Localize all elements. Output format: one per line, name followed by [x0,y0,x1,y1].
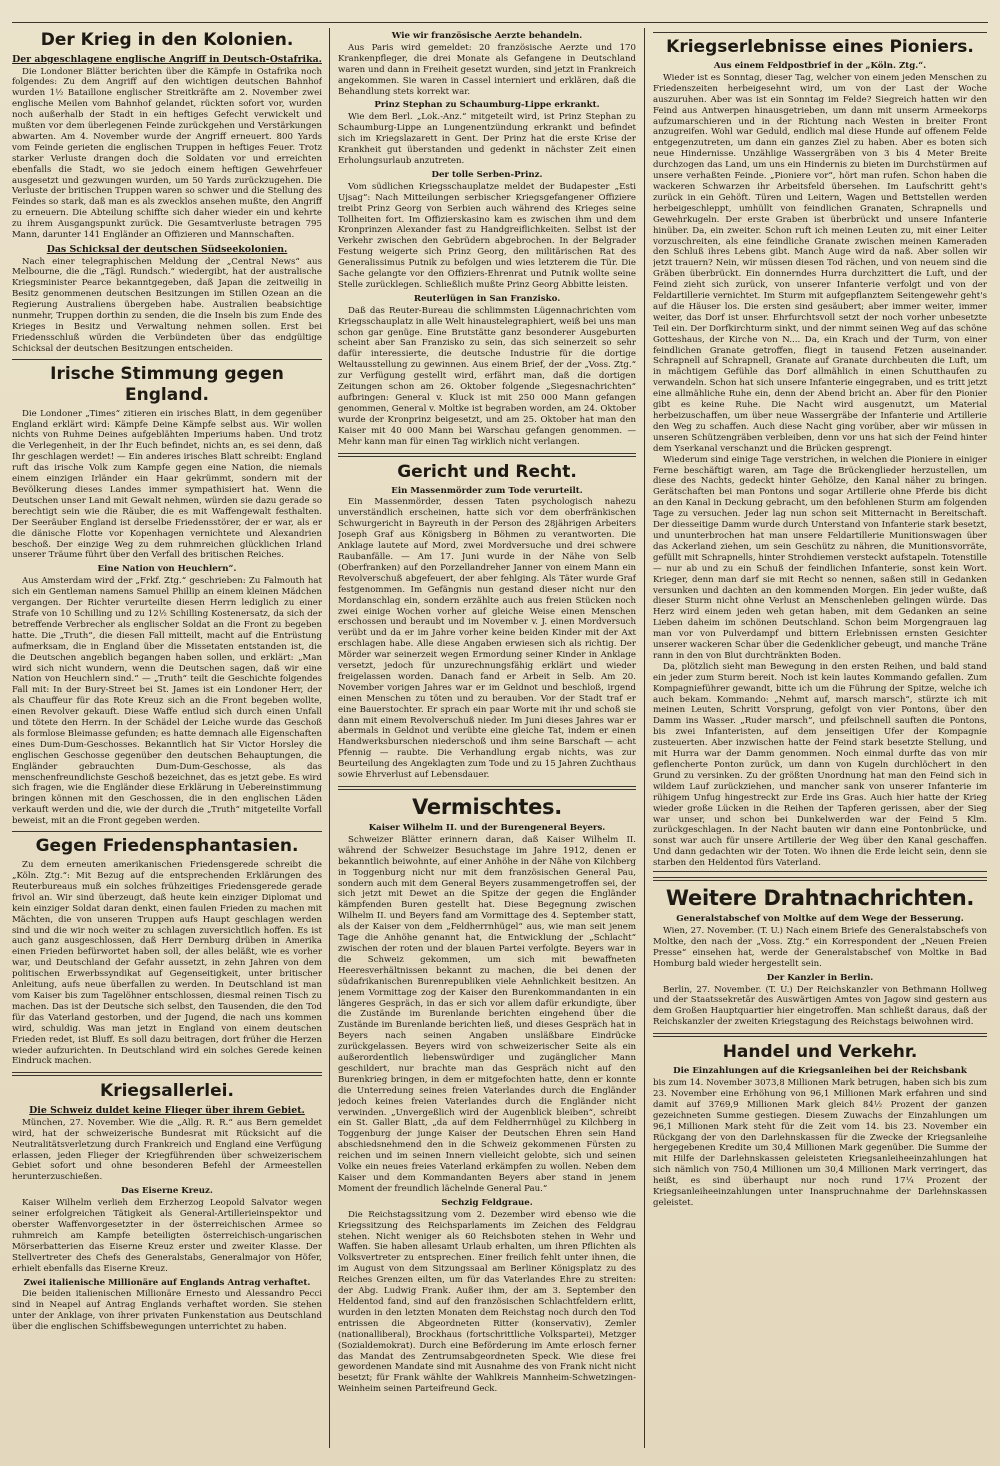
subhead-massenmoerder: Ein Massenmörder zum Tode verurteilt. [391,485,583,496]
subhead-schweiz-flieger: Die Schweiz duldet keine Flieger über ihrem Gebiet. [29,1105,305,1117]
top-rule [12,22,988,23]
article-krieg-kolonien [12,30,322,355]
headline-handel: Handel und Verkehr. [722,1042,918,1063]
headline-krieg-kolonien: Der Krieg in den Kolonien. [40,30,294,50]
subhead-burengeneral: Kaiser Wilhelm II. und der Burengeneral Beyers. [368,823,606,833]
headline-drahtnachrichten: Weitere Drahtnachrichten. [665,886,975,911]
article-aerzte [338,31,636,448]
paragraph: Die Londoner Blätter berichten über die Kämpfe in Ostafrika noch folgendes: Zu dem Angriff auf den wichtigen deutschen Bahnhof wurden 1½ Bataillone englischer Streitkräfte am 2. November zwei englische Meilen vom Bahnhof gelandet, rückten sofort vor, wurden noch außerhalb der Stadt in ein heftiges Gefecht verwickelt und mußten vor dem überlegenen Feinde zurückgehen und Verstärkungen abwarten. Am 4. November wurde der Angriff erneuert. 800 Yards vom Feinde gerieten die englischen Truppen in heftiges Feuer. Trotz starker Verluste drangen doch die Soldaten vor und erreichten ebenfalls die Stadt, wo sie jedoch einem heftigen Gewehrfeuer ausgesetzt und gezwungen wurden, um 50 Yards zurückzugehen. Die Verluste der britischen Truppen waren so schwer und die Stellung des Feindes so stark, daß man es als zwecklos ansehen mußte, den Angriff zu erneuern. Die Abteilung schiffte sich daher wieder ein und kehrte zu ihrem Ausgangspunkt zurück. Die Gesamtverluste betragen 795 Mann, darunter 141 Engländer an Offizieren und Mannschaften. [12,66,322,241]
subhead-kanzler: Der Kanzler in Berlin. [766,972,874,983]
headline-vermischtes: Vermischtes. [412,795,562,819]
column-2 [338,28,636,1448]
article-gericht [338,462,636,781]
divider [338,453,636,457]
subhead-prinz-stephan: Prinz Stephan zu Schaumburg-Lippe erkrankt. [374,100,600,111]
divider [12,1072,322,1076]
subhead-reuterluegen: Reuterlügen in San Franzisko. [413,293,561,304]
column-3 [653,28,987,1448]
divider [338,786,636,790]
subhead-millionaere: Zwei italienische Millionäre auf Englands Antrag verhaftet. [23,1277,311,1288]
article-kriegsallerlei [12,1081,322,1333]
divider [653,877,987,881]
paragraph: Schweizer Blätter erinnern daran, daß Kaiser Wilhelm II. während der Schweizer Besuchstage im Jahre 1912, denen er bekanntlich beiwohnte, auf einer Anhöhe in der Nähe von Kilchberg in Toggenburg nicht nur mit dem französischen General Pau, sondern auch mit dem General Beyers zusammengetroffen sei, der sich jetzt mit Dewet an die Spitze der gegen die Engländer kämpfenden Buren gestellt hat. Diese Begegnung zwischen Wilhelm II. und Beyers fand am Vormittage des 4. September statt, als der Kaiser von dem „Feldherrnhügel“ aus, wie man seit jenem Tage die Anhöhe genannt hat, die Entwicklung der „Schlacht“ zwischen der roten und der blauen Partei verfolgte. Beyers war in die Schweiz gekommen, um sich mit bewaffneten Heeresverhältnissen bekannt zu machen, die bei denen der südafrikanischen Burenrepubliken viele Aehnlichkeit besitzen. An jenem Vormittage zog der Kaiser den Burenkommandanten in ein längeres Gespräch, in das er sich vor allem dafür erkundigte, über die Zustände im Burenlande berichten eingehend über die Zustände im Burenlande berichten ließ, und dieses Gespräch hat in Beyers nach seinen Angaben unsläßbare Eindrücke zurückgelassen. Beyers wird von schweizerischer Seite als ein außerordentlich liebenswürdiger und zugänglicher Mann geschildert, nur brachte man das Gespräch nicht auf den Burenkrieg bringen, in dem er mitgefochten hatte, denn er konnte die Unterredung seines freien Vaterlandes durch die Engländer jedoch keines freien Vaterlandes durch die Engländer nicht verwinden. „Unvergeßlich wird der Augenblick bleiben“, schreibt ein St. Galler Blatt, „da auf dem Feldherrnhügel zu Kilchberg in Toggenburg der junge Kaiser der Deutschen Ehren sein Hand abschiedsnehmend den in die Schweiz gekommenen Fürsten zu reichen und im seinen Innern vielleicht gelobte, sich und seinen Volke ein neues freies Vaterland erkämpfen zu wollen. Neben dem Kaiser und dem Kommandanten Beyers aber stand in jenem Moment der freundlich lächelnde General Pau.“ [338,834,636,1194]
subhead-moltke: Generalstabschef von Moltke auf dem Wege der Besserung. [676,914,964,925]
subhead-heuchler: Eine Nation von Heuchlern“. [97,564,237,575]
column-1 [12,28,322,1448]
article-drahtnachrichten [653,886,987,1028]
article-pionier [653,32,987,872]
subhead-feldpostbrief: Aus einem Feldpostbrief in der „Köln. Ztg.“. [713,61,927,71]
divider [653,1033,987,1037]
paragraph: Da, plötzlich sieht man Bewegung in den ersten Reihen, und bald stand ein jeder zum Sturm bereit. Noch ist kein lautes Kommando gefallen. Zum Kompagnieführer gewandt, bitte ich um die Führung der Spitze, welche ich auch bekam. Kommando: „Nehmt auf, marsch marsch“, stürzte ich mit meinen Leuten, Schritt Vorsprung, gefolgt von vier Pontons, über den Damm ins Wasser. „Ruder marsch“, und pfeilschnell sauften die Pontons, bis zwei Infanteristen, auf dem jenseitigen Ufer der Kompagnie zusteuerten. Aber inzwischen hatte der Feind stark besetzte Stellung, und mit Hurra war der Damm genommen. Noch einmal durfte das von mir geflencherte Ponton zurück, um dann von Kugeln durchlöchert in den Grund zu versinken. Zu der größten Unordnung hat man den Feind sich in wildem Lauf zurückziehen, und mancher sank von unserer Infanterie im rühigem Unfug hingestreckt zur Erde ins Gras. Auch hier hatte der Krieg wieder große Lücken in die Reihen der Tapferen gerissen, aber der Sieg war unser, und schon bei Dunkelwerden war der Feind 5 Klm. zurückgeschlagen. In der Nacht bauten wir dann eine Pontonbrücke, und sonst war auch für unsere Artillerie der Weg über den Kanal geschaffen. Und dann gedachten wir der Toten. Wo ihnen die Erde leicht sein, denn sie starben den Heldentod fürs Vaterland. [653,661,987,869]
subhead-eiserne-kreuz: Das Eiserne Kreuz. [121,1186,213,1197]
paragraph: Ein Massenmörder, dessen Taten psychologisch nahezu unverständlich erscheinen, hatte sich vor dem oberfränkischen Schwurgericht in Bayreuth in der Person des 28jährigen Arbeiters Joseph Graf aus Königsberg in Böhmen zu verantworten. Die Anklage lautete auf Mord, zwei Mordversuche und drei schwere Raubanfälle. — Am 17. Juni wurde in der Nähe von Selb (Oberfranken) auf den Porzellandreher Janner von einem Mann ein Revolverschuß abgefeuert, der aber fehlging. Als Täter wurde Graf festgenommen. Im Gefängnis nun gestand dieser nicht nur den Mordanschlag ein, sondern erzählte auch aus freien Stücken noch zwei einige Wochen vorher auf gleiche Weise einen Menschen erschossen und beraubt und im November v. J. einen Mordversuch verübt und da er im Jahre vorher keine beiden Kinder mit der Axt erschlagen habe. Alle diese Angaben erwiesen sich als richtig. Der Mörder war seinerzeit wegen Ermordung seiner Kinder in Anklage versetzt, jedoch für unzurechnungsfähig erklärt und wieder freigelassen worden. Danach fand er Arbeit in Selb. Am 20. November vorigen Jahres war er im Geldnot und beschloß, irgend einen Menschen zu töten und zu berauben. Vor der Stadt traf er eine Bauerstochter. Er sprach ein paar Worte mit ihr und schoß sie dann mit einem Revolverschuß nieder. Im Juni dieses Jahres war er abermals in Geldnot und verübte eine gleiche Tat, indem er einen Handwerksburschen niederschoß und ihm seine Barschaft — acht Pfennig — raubte. Die Verhandlung ergab nichts, was zur Beurteilung des Angeklagten zum Tode und zu 15 Jahren Zuchthaus sowie Ehrverlust auf Lebensdauer. [338,497,636,781]
paragraph: Wiederum sind einige Tage verstrichen, in welchen die Pioniere in einiger Ferne beschäftigt waren, am Tage die Brückenglieder herzustellen, um diese des Nachts, gedeckt hinter Gehölze, den Kanal näher zu bringen. Gerätschaften bei man Pontons und sogar Artillerie ohne Pferde bis dicht an den Kanal in Deckung gebracht, um den befohlenen Sturm am folgenden Tage zu versuchen. Jeder lag nun schon seit Mitternacht in Bereitschaft. Der diesseitige Damm wurde durch Unterstand von Infanterie stark besetzt, und ununterbrochen hat man unsere Feldartillerie Munitionswagen über das Ackerland ziehen, um sein Geschütz zu nähren, die Munitionsvorräte, gefüllt mit Schrapnells, hinter Strohdiemen versteckt aufstapeln. Totenstille — nur ab und zu ein Schuß der feindlichen Infanterie, sonst kein Wort. Krieger, denn man darf sie mit Recht so nennen, saßen still in Gedanken versunken und dachten an den kommenden Morgen. Ein jeder wußte, daß dieser Sturm nicht ohne Verlust an Menschenleben gelingen würde. Das Herz wird einem jeden weh getan haben, mit dem Gedanken an seine Lieben daheim im schönen Deutschland. Schon beim Morgengrauen lag man vor von Pulverdampf und bittern Erlebnissen ernsten Gesichter unserer wackeren Schar über die Gedenklicher gebeugt, und manche Träne rann in den von Blut durchtränkten Boden. [653,454,987,661]
divider [12,831,322,832]
column-rule-1 [329,28,330,1448]
headline-irische-stimmung: Irische Stimmung gegen England. [50,363,284,405]
paragraph: Aus Amsterdam wird der „Frkf. Ztg.“ geschrieben: Zu Falmouth hat sich ein Gentleman namens Samuel Phillip an einem kleinen Mädchen vergangen. Der Richter verurteilte diesen Herrn lediglich zu einer Strafe von 10 Schilling und zu 12½ Schilling Kostenersatz, da sich der betreffende Verbrecher als englischer Soldat an die Front zu begeben hatte. Die „Truth“, die diesen Fall mitteilt, macht auf die Entrüstung aufmerksam, die in England über die Missetaten entstanden ist, die die Deutschen angeblich begangen haben sollen, und erklärt: „Man wird sich nicht wundern, wenn die Deutschen sagen, daß wir eine Nation von Heuchlern sind.“ — „Truth“ teilt die Geschichte folgendes Fall mit: In der Bury-Street bei St. James ist ein Londoner Herr, der als Chauffeur für das Rote Kreuz sich an die Front begeben wollte, einen Revolver gekauft. Diese Waffe entlud sich durch einen Unfall und tötete den Herrn. In der Schädel der Leiche wurde das Geschoß als formlose Bleimasse gefunden; es hatte demnach alle Eigenschaften eines Dum-Dum-Geschosses. Bekanntlich hat Sir Victor Horsley die englischen Geschosse gegenüber den deutschen Behauptungen, die Engländer gebrauchten Dum-Dum-Geschosse, als das menschenfreundlichste Geschoß bezeichnet, das es jetzt gebe. Es wird sich fragen, wie die Engländer diese Erklärung in Uebereinstimmung bringen können mit den Geschossen, die in den englischen Läden verkauft werden und die, wie der durch die „Truth“ mitgeteilte Vorfall beweist, mit an die Front gegeben werden. [12,576,322,827]
divider [12,359,322,360]
paragraph: Die Londoner „Times“ zitieren ein irisches Blatt, in dem gegenüber England erklärt wird: Kämpfe Deine Kämpfe selbst aus. Wir wollen nichts von Ruhme Deines aufgeblähten Imperiums haben. Und trotz die Verlegenheit, in der Ihr Euch befindet, nichts an, es sei denn, daß Ihr geschlagen werdet! — Ein anderes irisches Blatt schreibt: England ruft das irische Volk zum Kampfe gegen eine Nation, die niemals einem einzigen Irländer ein Haar gekrümmt, sondern mit der Bevölkerung dieses Landes immer sympathisiert hat. Wenn die Deutschen unser Land mit Gewalt nehmen, würden sie dazu gerade so berechtigt sein wie die Räuber, die es mit Waffengewalt festhalten. Der Seeräuber England ist derselbe Friedensstörer, der er war, als er die dänische Flotte vor Kopenhagen vernichtete und Alexandrien beschoß. Der einzige Weg zu dem ruhmreichen glücklichen Irland unserer Träume führt über den Verfall des britischen Reiches. [12,408,322,561]
paragraph: bis zum 14. November 3073,8 Millionen Mark betrugen, haben sich bis zum 23. November eine Erhöhung von 96,1 Millionen Mark erfahren und sind damit auf 3769,9 Millionen Mark gleich 84½ Prozent der ganzen gezeichneten Summe gestiegen. Diesem Zuwachs der Einzahlungen um 96,1 Millionen Mark steht für die Zeit vom 14. bis 23. November ein Rückgang der von den Darlehnskassen für die Zwecke der Kriegsanleihe hergegebenen Kredite um 30,4 Millionen Mark gegenüber. Die Summe der mit Hilfe der Darlehnskassen geleisteten Kriegsanleiheeinzahlungen hat sich nämlich von 750,4 Millionen um 30,4 Millionen Mark verringert, das heißt, es sind überhaupt nur noch rund 17¼ Prozent der Kriegsanleiheeinzahlungen unter Inanspruchnahme der Darlehnskassen geleistet. [653,1078,987,1208]
paragraph: Daß das Reuter-Bureau die schlimmsten Lügennachrichten vom Kriegsschauplatz in alle Welt hinaustelegraphiert, weiß bei uns man schon gar genüge. Eine Brutstätte ganz besonderer Ausgeburten scheint aber San Franzisko zu sein, das sich seinerzeit so sehr dafür interessierte, die deutsche Industrie für die dortige Weltausstellung zu gewinnen. Aus einem Brief, der der „Voss. Ztg.“ zur Verfügung gestellt wird, erfährt man, daß die dortigen Zeitungen schon am 26. Oktober folgende „Siegesnachrichten“ aufbringen: General v. Kluck ist mit 250 000 Mann gefangen genommen, General v. Moltke ist begraben worden, am 24. Oktober wurde der Kronprinz beigesetzt, und am 25. Oktober hat man den Kaiser mit 40 000 Mann bei Warschau gefangen genommen. — Mehr kann man für einen Tag wirklich nicht verlangen. [338,305,636,447]
subhead-feldgraue: Sechzig Feldgraue. [441,1197,533,1208]
subhead-suedseekolonien: Das Schicksal der deutschen Südseekolonien. [46,244,288,255]
paragraph: Berlin, 27. November. (T. U.) Der Reichskanzler von Bethmann Hollweg und der Staatssekretär des Auswärtigen Amtes von Jagow sind gestern aus dem Großen Hauptquartier hier eingetroffen. Man schließt daraus, daß der Reichskanzler der zweiten Kriegstagung des Reichstags beiwohnen wird. [653,984,987,1028]
paragraph: Zu dem erneuten amerikanischen Friedensgerede schreibt die „Köln. Ztg.“: Mit Bezug auf die entsprechenden Erklärungen des Reuterbureaus muß ein solches frühzeitiges Friedensgerede gerade frivol an. Wir sind überzeugt, daß heute kein einziger Diplomat und kein einziger Soldat daran denkt, einen faulen Frieden zu machen mit Mächten, die von unseren Truppen aufs Haupt geschlagen werden sind und die wir noch weiter zu schlagen zuversichtlich hoffen. Es ist auch ganz ausgeschlossen, daß Herr Dernburg drüben in Amerika einen Frieden befürwortet haben soll, der alles beläßt, wie es vorher war, und Deutschland der Gefahr aussetzt, in zehn Jahren von dem politischen Erwerbssyndikat auf Gegenseitigkeit, unter britischer Anleitung, aufs neue überfallen zu werden. In Deutschland ist man vom Kaiser bis zum Tagelöhner entschlossen, diesmal reinen Tisch zu machen. Das ist der Deutsche sich selbst, den Tausenden, die den Tod für das Vaterland gestorben, und der Jugend, die nach uns kommen wird, schuldig. Was man jetzt in England von einem deutschen Frieden redet, ist Bluff. Es soll dazu beitragen, dort früher die Herzen wieder aufzurichten. In Deutschland wird ein solches Gerede keinen Eindruck machen. [12,860,322,1067]
article-irische-stimmung [12,364,322,827]
article-handel [653,1042,987,1209]
paragraph: Wien, 27. November. (T. U.) Nach einem Briefe des Generalstabschefs von Moltke, den nach der „Voss. Ztg.“ ein Korrespondent der „Neuen Freien Presse“ einsehen hat, werde der Generalstabschef von Moltke in Bad Homburg bald wieder hergestellt sein. [653,925,987,969]
headline-pionier: Kriegserlebnisse eines Pioniers. [666,37,974,57]
paragraph: Nach einer telegraphischen Meldung der „Central News“ aus Melbourne, die die „Tägl. Rundsch.“ wiedergibt, hat der australische Kriegsminister Pearce bekanntgegeben, daß Japan die zeitweilig in Besitz genommenen deutschen Besitzungen im Stillen Ozean an die Regierung Australiens übergeben habe. Australien beabsichtige nunmehr, Truppen dorthin zu senden, die die Inseln bis zum Ende des Krieges in Besitz und Verwaltung nehmen sollen. Erst bei Friedensschluß würden die Verbündeten über das endgültige Schicksal der deutschen Besitzungen entscheiden. [12,256,322,354]
paragraph: Kaiser Wilhelm verlieh dem Erzherzog Leopold Salvator wegen seiner erfolgreichen Tätigkeit als General-Artillerieinspektor und oberster Waffenvorgesetzter in der österreichischen Armee so ruhmreich am Kampfe beteiligten österreichisch-ungarischen Mörserbatterien das Eiserne Kreuz erster und zweiter Klasse. Der Stellvertreter des Chefs des Generalstabs, Generalmajor von Höfer, erhielt ebenfalls das Eiserne Kreuz. [12,1198,322,1274]
headline-gericht: Gericht und Recht. [397,461,577,482]
headline-kriegsallerlei: Kriegsallerlei. [100,1081,234,1102]
paragraph: Wie dem Berl. „Lok.-Anz.“ mitgeteilt wird, ist Prinz Stephan zu Schaumburg-Lippe an Lungenentzündung erkrankt und befindet sich im Kriegslazarett in Gent. Der Prinz hat die erste Krise der Krankheit gut überstanden und gedenkt in nächster Zeit einen Erholungsurlaub anzutreten. [338,112,636,166]
paragraph: Wieder ist es Sonntag, dieser Tag, welcher von einem jeden Menschen zu Friedenszeiten herbeigesehnt wird, um von der Last der Woche auszuruhen. Aber was ist ein Sonntag im Felde? Siegreich hatten wir den Feind aus Antwerpen hinausgetrieben, um dann mit unserm Armeekorps aufzumarschieren und in der Richtung nach Westen in breiter Front anzugreifen. Wohl war Geduld, endlich mal diese Hunde auf offenem Felde entgegenzutreten, um dann ein ganzes Ziel zu haben. Aber es boten sich neue Hindernisse. Unzählige Wassergräben von 3 bis 4 Meter Breite durchzogen das Land, um uns ein Hindernis zu bieten im Durchstürmen auf unsere verhaßten Feinde. „Pioniere vor“, hört man rufen. Schon haben die wackeren Schwarzen ihr Arbeitsfeld übersehen. Im Laufschritt geht's zurück in ein Gehöft. Türen und Leitern, Wagen und Bettstellen werden herbeigeschleppt, umhüllt von feindlichen Granaten, Schrapnells und Gewehrkugeln. Der erste Graben ist überbrückt und unsere Infanterie hinüber. Da, ein zweiter. Schon ruft ich meinen Leuten zu, mit einer Leiter vorzuschreiten, als eine feindliche Granate zwischen meinen Kameraden den Schluß ihres Lebens gibt. Manch Auge wird da naß. Aber sollen wir jetzt trauern? Nein, wir müssen diesen Tod rächen, und von neuem sind die Gräben überbrückt. Ein donnerndes Hurra durchzittert die Luft, und der Feind zieht sich zurück, von unserer Infanterie verfolgt und von der Feldartillerie vernichtet. Im Sturm mit aufgepflanztem Seitengewehr geht's auf die Häuser los. Die ersten sind gesäubert; aber immer weiter, immer weiter, das Dorf ist unser. Ehrfurchtsvoll setzt der noch vorher unbesetzte Teil ein. Der Dorfkirchturm sinkt, und der nimmt seinen Weg auf das schöne Gotteshaus, der Kirche von N.... Da, ein Krach und der Turm, von einer feindlichen Granate getroffen, fliegt in tausend Fetzen auseinander. Schrapnell auf Schrapnell, Granate auf Granate durchbeuten die Luft, um in mächtigem Gefühle das Dorf allmählich in einen Schutthaufen zu verwandeln. Schon hat sich unsere Infanterie eingegraben, und es tritt jetzt eine allmähliche Ruhe ein, denn der Abend bricht an. Aber für den Pionier gibt es keine Ruhe. Die Nacht wird ausgenutzt, um Material herbeizuschaffen, um über neue Wassergräbe der Infanterie und Artillerie den Weg zu schaffen. Auch diese Nacht ging vorüber, aber wir müssen in unseren Schützengräben verbleiben, denn vor uns hat sich der Feind hinter dem Yserkanal verschanzt und die Brücken gesprengt. [653,72,987,454]
article-vermischtes [338,795,636,1395]
paragraph: Die beiden italienischen Millionäre Ernesto und Alessandro Pecci sind in Neapel auf Antrag Englands verhaftet worden. Sie stehen unter der Anklage, von ihrer privaten Funkenstation aus Deutschland über die englischen Schiffsbewegungen unterrichtet zu haben. [12,1289,322,1333]
column-rule-2 [644,28,645,1448]
paragraph: Die Reichstagssitzung vom 2. Dezember wird ebenso wie die Kriegssitzung des Reichsparlaments im Zeichen des Feldgrau stehen. Nicht weniger als 60 Reichsboten stehen in Wehr und Waffen. Sie haben allesamt Urlaub erhalten, um ihren Pflichten als Volksvertreter zu entsprechen. Einer freilich fehlt unter ihnen, die im August von dem Sitzungssaal am Berliner Königsplatz zu des Reiches Grenzen eilten, um für das Vaterlandes Ehre zu streiten: der Abg. Ludwig Frank. Außer ihm, der am 3. September den Heldentod fand, sind auf den französischen Schlachtfeldern erlitt, wurden in den letzten Monaten dem Reichstag noch durch den Tod entrissen die Abgeordneten Ritter (konservativ), Zemler (nationalliberal), Brockhaus (fortschrittliche Volkspartei), Metzger (Sozialdemokrat). Durch eine Beförderung im Amte erlosch ferner das Mandat des Zentrumsabgeordneten Speck. Wie diese frei gewordenen Mandate sind mit Ausnahme des von Frank nicht nicht besetzt; für Frank wählte der Wahlkreis Mannheim-Schwetzingen-Weinheim seinen Parteifreund Geck. [338,1209,636,1395]
paragraph: München, 27. November. Wie die „Allg. R. R.“ aus Bern gemeldet wird, hat der schweizerische Bundesrat mit Rücksicht auf die Neutralitätsverletzung durch Frankreich und England eine Verfügung erlassen, jeden Flieger der Kriegführenden über schweizerischem Gebiet sofort und ohne besonderen Befehl der Armeestellen herunterzuschießen. [12,1117,322,1183]
subhead-serben-prinz: Der tolle Serben-Prinz. [431,169,543,180]
subhead-ostafrika: Der abgeschlagene englische Angriff in Deutsch-Ostafrika. [12,54,322,65]
headline-friedensphantasien: Gegen Friedensphantasien. [35,836,299,857]
subhead-aerzte: Wie wir französische Aerzte behandeln. [391,31,583,41]
paragraph: Vom südlichen Kriegsschauplatze meldet der Budapester „Esti Ujsag“: Nach Mitteilungen serbischer Kriegsgefangener Offiziere treibt Prinz Georg von Serbien auch während des Krieges seine Tollheiten fort. Im Offizierskasino kam es zwischen ihm und dem Kronprinzen Alexander fast zu Handgreiflichkeiten. Selbst ist der Verkehr zwischen den Gebrüdern abgebrochen. In der Belgrader Festung weigerte sich Prinz Georg, den militärischen Rat des Generalissimus Putnik zu befolgen und wies letzterem die Tür. Die Sache gelangte vor den Offiziers-Ehrenrat und Putnik wollte seine Stelle zurücklegen. Schließlich mußte Prinz Georg Abbitte leisten. [338,181,636,290]
subhead-kriegsanleihen: Die Einzahlungen auf die Kriegsanleihen bei der Reichsbank [673,1066,967,1077]
article-friedensphantasien [12,836,322,1067]
paragraph: Aus Paris wird gemeldet: 20 französische Aerzte und 170 Krankenpfleger, die drei Monate als Gefangene in Deutschland waren und dann in Freiheit gesetzt wurden, sind jetzt in Frankreich angekommen. Sie waren in Cassel interniert und erklären, daß die Behandlung stets korrekt war. [338,42,636,97]
